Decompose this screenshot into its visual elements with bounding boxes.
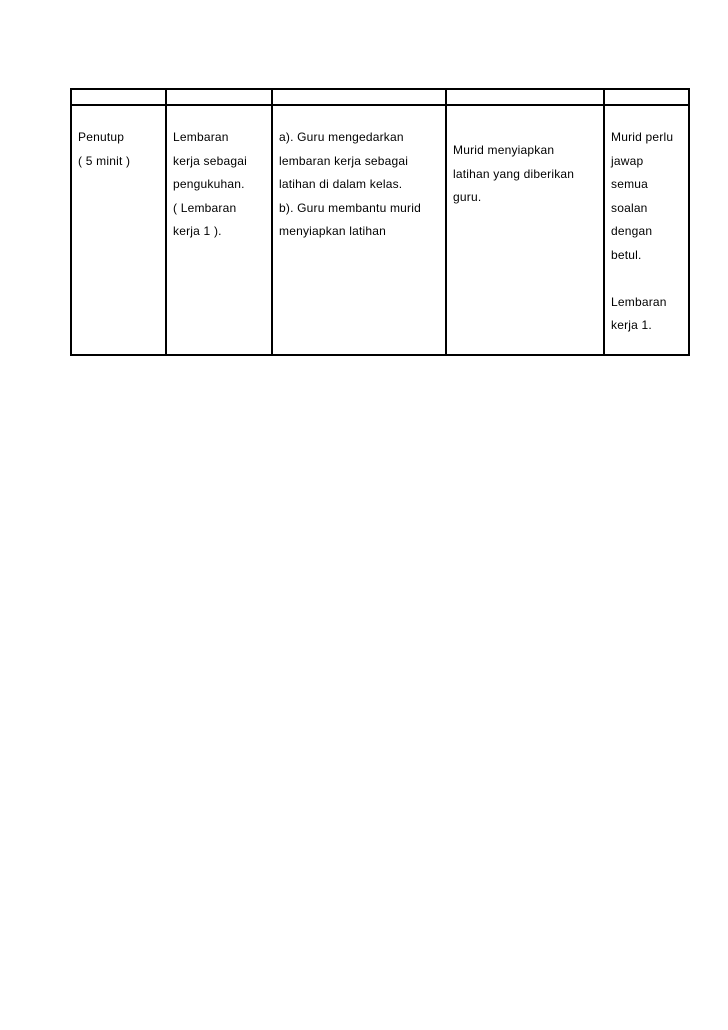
header-cell-student-activity <box>446 89 604 105</box>
resources-line: kerja sebagai <box>173 153 247 168</box>
notes-line: semua <box>611 177 649 191</box>
lesson-plan-table <box>70 88 690 356</box>
resources-line: pengukuhan. <box>173 177 245 191</box>
teacher-activity-cell <box>272 105 446 355</box>
resources-cell <box>166 105 272 355</box>
table-header-row <box>71 89 689 105</box>
header-cell-resources <box>166 89 272 105</box>
student-activity-line: Murid menyiapkan <box>453 143 555 157</box>
notes-cell <box>604 105 689 355</box>
table-row <box>71 105 689 355</box>
student-activity-line: guru. <box>453 190 482 204</box>
header-cell-teacher-activity <box>272 89 446 105</box>
resources-line: Lembaran <box>173 130 229 144</box>
resources-line: ( Lembaran <box>173 200 237 215</box>
teacher-activity-line: latihan di dalam kelas. <box>279 177 403 191</box>
teacher-activity-line: lembaran kerja sebagai <box>279 153 409 168</box>
stage-duration: ( 5 minit ) <box>78 153 131 168</box>
student-activity-line: latihan yang diberikan <box>453 166 575 181</box>
notes-line: Lembaran <box>611 294 667 309</box>
student-activity-cell <box>446 105 604 355</box>
notes-line: Murid perlu <box>611 130 674 144</box>
teacher-activity-line: b). Guru membantu murid <box>279 200 421 215</box>
notes-line: betul. <box>611 247 642 262</box>
header-cell-notes <box>604 89 689 105</box>
notes-line: jawap <box>611 153 644 168</box>
resources-line: kerja 1 ). <box>173 224 222 238</box>
stage-cell <box>71 105 166 355</box>
notes-line: dengan <box>611 224 653 238</box>
stage-title: Penutup <box>78 130 125 144</box>
teacher-activity-line: menyiapkan latihan <box>279 224 387 238</box>
header-cell-stage <box>71 89 166 105</box>
teacher-activity-line: a). Guru mengedarkan <box>279 130 404 144</box>
notes-line: kerja 1. <box>611 318 652 332</box>
notes-line: soalan <box>611 200 648 215</box>
notes-spacer <box>611 267 685 291</box>
